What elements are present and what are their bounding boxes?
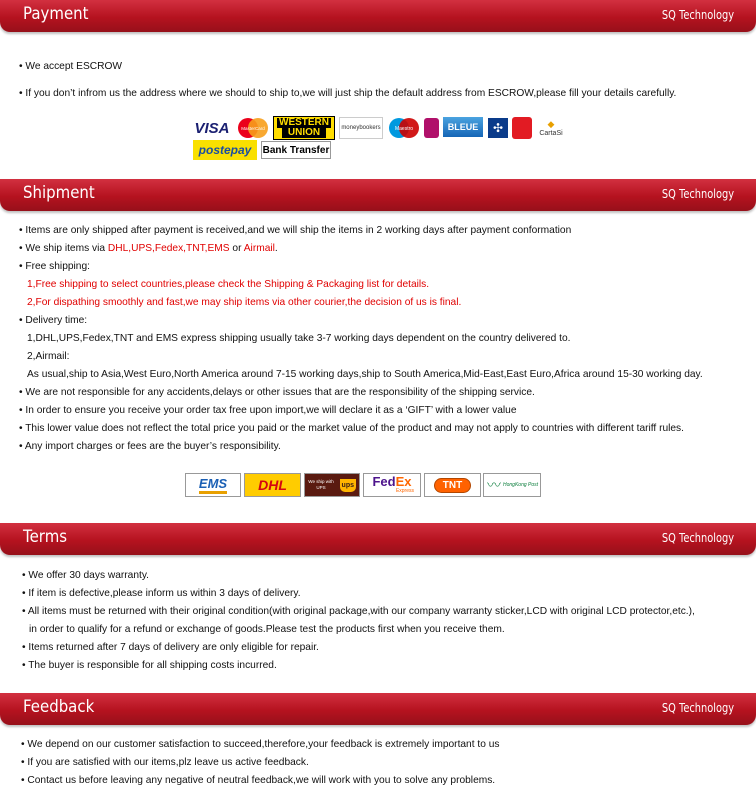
shipment-banner: [0, 179, 756, 211]
cartasi-logo: [535, 116, 567, 140]
brand-label: SQ Technology: [661, 8, 734, 22]
shipment-line-payment: • Items are only shipped after payment is received,and we will ship the items in 2 working days after payment conformation: [19, 225, 572, 236]
western-union-bottom: UNION: [282, 128, 326, 138]
carriers-airmail: Airmail: [243, 243, 275, 254]
brand-label: SQ Technology: [661, 531, 734, 545]
delivery-2: 2,Airmail:: [27, 351, 70, 362]
feedback-banner: [0, 693, 756, 725]
hkpost-bird-icon: 〰: [487, 477, 501, 493]
mastercard-icon: [236, 117, 270, 139]
terms-banner: [0, 523, 756, 555]
carriers-prefix: • We ship items via: [19, 243, 108, 254]
ems-logo: [185, 473, 241, 497]
delivery-label: • Delivery time:: [19, 315, 88, 326]
terms-line-condition: • All items must be returned with their original condition(with original package,with our company warranty sticker,LCD with original LCD protector,etc.),: [22, 606, 695, 617]
fedex-ex: Ex: [395, 474, 412, 489]
terms-line-defective: • If item is defective,please inform us within 3 days of delivery.: [22, 588, 301, 599]
tnt-text: TNT: [434, 478, 471, 493]
free-shipping-1: 1,Free shipping to select countries,please check the Shipping & Packaging list for details.: [27, 279, 430, 290]
terms-line-repair: • Items returned after 7 days of delivery are only eligible for repair.: [22, 642, 319, 653]
section-title-payment: Payment: [23, 4, 89, 24]
free-shipping-label: • Free shipping:: [19, 261, 90, 272]
terms-line-shipping-costs: • The buyer is responsible for all shipping costs incurred.: [22, 660, 277, 671]
tnt-logo: [424, 473, 481, 497]
free-shipping-2: 2,For dispathing smoothly and fast,we may ship items via other courier,the decision of us is final.: [27, 297, 462, 308]
western-union-logo: [273, 116, 335, 140]
cartasi-mark-icon: ◆: [547, 119, 555, 129]
carriers-or: or: [229, 243, 244, 254]
western-union-top: WESTERN: [279, 117, 329, 128]
dhl-logo: DHL: [244, 473, 301, 497]
ups-logo: [304, 473, 360, 497]
shipment-line-value: • This lower value does not reflect the total price you paid or the market value of the product and may not apply to countries with different tariff rules.: [19, 423, 684, 434]
ups-tagline: We ship with UPS: [308, 479, 334, 490]
payment-line-address: • If you don’t infrom us the address where we should to ship to,we will just ship the default address from ESCROW,please fill your details carefully.: [19, 88, 677, 99]
carriers-list: DHL,UPS,Fedex,TNT,EMS: [107, 243, 230, 254]
postepay-logo: postepay: [193, 140, 257, 160]
shipment-line-tax: • In order to ensure you receive your order tax free upon import,we will declare it as a ‘GIFT’ with a lower value: [19, 405, 517, 416]
cartasi-text: CartaSi: [539, 130, 563, 137]
feedback-line-contact: • Contact us before leaving any negative of neutral feedback,we will work with you to solve any problems.: [21, 775, 496, 786]
terms-line-warranty: • We offer 30 days warranty.: [22, 570, 150, 581]
section-title-feedback: Feedback: [23, 697, 95, 717]
fedex-fed: Fed: [372, 474, 396, 489]
cirrus-icon: ✣: [488, 118, 508, 138]
brand-label: SQ Technology: [661, 701, 734, 715]
maestro-icon: [387, 117, 421, 139]
shipment-line-import: • Any import charges or fees are the buyer’s responsibility.: [19, 441, 281, 452]
hkpost-logo: [483, 473, 541, 497]
delivery-1: 1,DHL,UPS,Fedex,TNT and EMS express shipping usually take 3-7 working days dependent on the country delivered to.: [27, 333, 571, 344]
ems-text: EMS: [199, 476, 227, 494]
carriers-suffix: .: [274, 243, 278, 254]
section-title-terms: Terms: [23, 527, 68, 547]
moneybookers-logo: moneybookers: [339, 117, 383, 139]
bank-transfer-logo: Bank Transfer: [261, 141, 331, 159]
feedback-line-satisfaction: • We depend on our customer satisfaction to succeed,therefore,your feedback is extremely important to us: [21, 739, 500, 750]
mastercard-text: MasterCard: [241, 126, 265, 131]
brand-label: SQ Technology: [661, 187, 734, 201]
visa-logo: VISA: [194, 119, 230, 137]
section-title-shipment: Shipment: [23, 183, 95, 203]
shipment-line-carriers: [19, 243, 278, 255]
maestro-logo: [387, 117, 421, 139]
hkpost-text: HongKong Post: [503, 482, 539, 488]
ups-shield-icon: ups: [340, 479, 356, 492]
mastercard-logo: [236, 117, 270, 139]
bleue-logo: BLEUE: [443, 117, 483, 137]
payment-banner: [0, 0, 756, 32]
payment-line-escrow: • We accept ESCROW: [19, 61, 123, 72]
terms-line-refund: in order to qualify for a refund or exchange of goods.Please test the products first when you receive them.: [29, 624, 505, 635]
shipment-line-responsibility: • We are not responsible for any accidents,delays or other issues that are the responsibility of the shipping service.: [19, 387, 535, 398]
fedex-sub: Express: [395, 488, 414, 494]
delivery-3: As usual,ship to Asia,West Euro,North America around 7-15 working days,ship to South America,Mid-East,East Euro,Africa around 15-30 working day.: [27, 369, 703, 380]
fedex-logo: [363, 473, 421, 497]
maestro-text: Maestro: [394, 126, 414, 132]
feedback-line-satisfied: • If you are satisfied with our items,plz leave us active feedback.: [21, 757, 309, 768]
unionpay-icon: [512, 117, 532, 139]
card-brand-icon: [424, 118, 439, 138]
